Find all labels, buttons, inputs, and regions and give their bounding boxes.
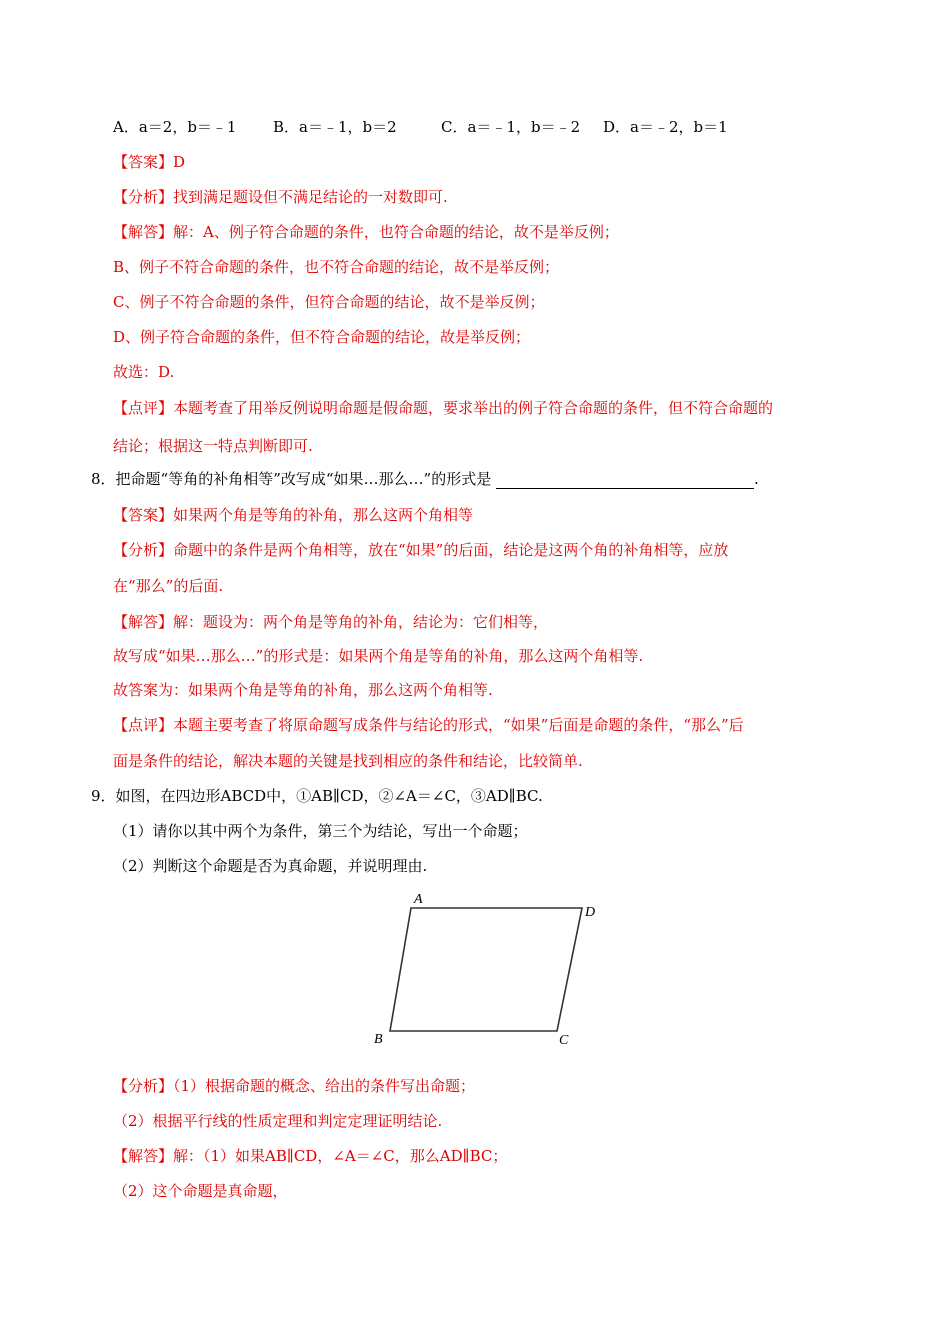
vertex-label-b: B	[374, 1032, 383, 1047]
q7-solution-line-1: 【解答】解：A、例子符合命题的条件，也符合命题的结论，故不是举反例；	[113, 223, 619, 241]
q7-analysis: 【分析】找到满足题设但不满足结论的一对数即可.	[113, 188, 448, 206]
q8-comment-line-2: 面是条件的结论，解决本题的关键是找到相应的条件和结论，比较简单.	[113, 752, 583, 770]
q7-answer: 【答案】D	[113, 153, 186, 171]
q7-comment-line-2: 结论；根据这一特点判断即可.	[113, 437, 313, 455]
q7-option-a: A．a＝2，b＝﹣1	[113, 118, 237, 136]
q7-option-b: B．a＝﹣1，b＝2	[273, 118, 397, 136]
vertex-label-a: A	[414, 892, 423, 907]
q8-solution-line-1: 【解答】解：题设为：两个角是等角的补角，结论为：它们相等，	[113, 613, 549, 631]
parallelogram-diagram	[370, 886, 598, 1048]
q8-comment-line-1: 【点评】本题主要考查了将原命题写成条件与结论的形式，“如果”后面是命题的条件，“那么”后	[113, 716, 744, 734]
q8-solution-line-2: 故写成“如果…那么…”的形式是：如果两个角是等角的补角，那么这两个角相等.	[113, 647, 644, 665]
q9-question: 9．如图，在四边形ABCD中，①AB∥CD，②∠A＝∠C，③AD∥BC.	[91, 787, 543, 805]
q8-answer-blank	[496, 472, 754, 489]
parallelogram-shape	[390, 908, 582, 1031]
q8-question-end: .	[754, 470, 759, 488]
q8-analysis-line-1: 【分析】命题中的条件是两个角相等，放在“如果”的后面，结论是这两个角的补角相等，应放	[113, 541, 729, 559]
q7-solution-line-3: C、例子不符合命题的条件，但符合命题的结论，故不是举反例；	[113, 293, 545, 311]
q9-analysis-line-2: （2）根据平行线的性质定理和判定定理证明结论.	[113, 1112, 443, 1130]
q7-option-c: C．a＝﹣1，b＝﹣2	[441, 118, 581, 136]
q9-analysis-line-1: 【分析】（1）根据命题的概念、给出的条件写出命题；	[113, 1077, 476, 1095]
q7-comment-line-1: 【点评】本题考查了用举反例说明命题是假命题，要求举出的例子符合命题的条件，但不符合命题的	[113, 399, 774, 417]
q7-option-d: D．a＝﹣2，b＝1	[603, 118, 728, 136]
q8-answer: 【答案】如果两个角是等角的补角，那么这两个角相等	[113, 506, 474, 524]
vertex-label-d: D	[585, 905, 596, 920]
q7-solution-line-2: B、例子不符合命题的条件，也不符合命题的结论，故不是举反例；	[113, 258, 560, 276]
q9-solution-line-2: （2）这个命题是真命题，	[113, 1182, 288, 1200]
q7-solution-line-5: 故选：D.	[113, 363, 175, 381]
q8-solution-line-3: 故答案为：如果两个角是等角的补角，那么这两个角相等.	[113, 681, 493, 699]
q8-question-text: 8．把命题“等角的补角相等”改写成“如果…那么…”的形式是	[91, 470, 492, 488]
vertex-label-c: C	[559, 1033, 569, 1048]
q9-part-2: （2）判断这个命题是否为真命题，并说明理由.	[113, 857, 428, 875]
q9-solution-line-1: 【解答】解：（1）如果AB∥CD，∠A＝∠C，那么AD∥BC；	[113, 1147, 508, 1165]
q8-analysis-line-2: 在“那么”的后面.	[113, 577, 224, 595]
q8-question	[91, 469, 759, 489]
q9-part-1: （1）请你以其中两个为条件，第三个为结论，写出一个命题；	[113, 822, 528, 840]
parallelogram-figure	[370, 886, 598, 1048]
q7-solution-line-4: D、例子符合命题的条件，但不符合命题的结论，故是举反例；	[113, 328, 531, 346]
